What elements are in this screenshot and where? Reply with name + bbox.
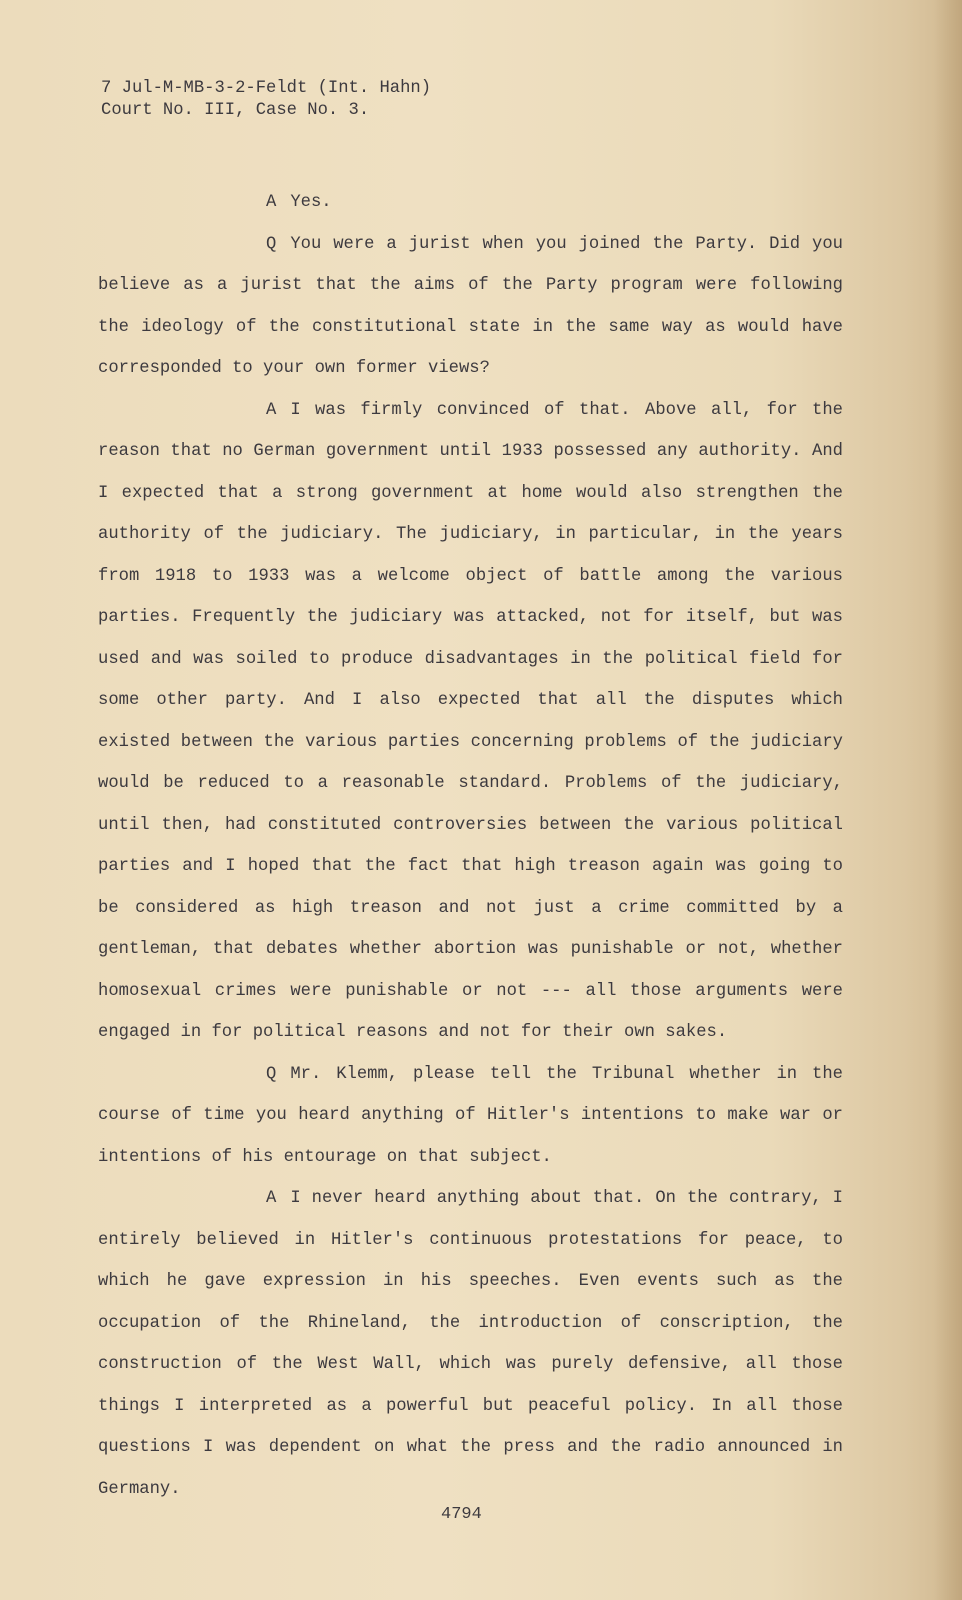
- paragraph-text: I never heard anything about that. On the contrary, I entirely believed in Hitler's continuous protestations for peace, to which he gave expression in his speeches. Even events such as the occupation of the Rhineland, the introduction of conscription, the construction of the West Wall, which was purely defensive, all those things I interpreted as a powerful but peaceful policy. In all those questions I was dependent on what the press and the radio announced in Germany.: [98, 1189, 843, 1499]
- paragraph-text: Mr. Klemm, please tell the Tribunal whether in the course of time you heard anything of Hitler's intentions to make war or intentions of his entourage on that subject.: [98, 1064, 843, 1167]
- page-edge-shadow: [934, 0, 962, 1600]
- speaker-label: Q: [266, 234, 277, 254]
- testimony-body: [98, 182, 843, 1510]
- paragraph-text: Yes.: [290, 193, 332, 212]
- testimony-paragraph: [98, 1178, 843, 1510]
- speaker-label: Q: [266, 1064, 277, 1084]
- testimony-paragraph: [98, 224, 843, 390]
- paragraph-text: You were a jurist when you joined the Party. Did you believe as a jurist that the aims of the Party program were following the ideology of the constitutional state in the same way as would have corresponded to your own former views?: [98, 234, 843, 378]
- speaker-label: A: [266, 1189, 277, 1208]
- document-header: [101, 78, 431, 122]
- testimony-paragraph: [98, 1054, 843, 1179]
- speaker-label: A: [266, 193, 277, 212]
- page-number: 4794: [441, 1505, 482, 1524]
- paragraph-text: I was firmly convinced of that. Above all, for the reason that no German government until 1933 possessed any authority. And I expected that a strong government at home would also strengthen the authority of the judiciary. The judiciary, in particular, in the years from 1918 to 1933 was a welcome object of battle among the various parties. Frequently the judiciary was attacked, not for itself, but was used and was soiled to produce disadvantages in the political field for some other party. And I also expected that all the disputes which existed between the various parties concerning problems of the judiciary would be reduced to a reasonable standard. Problems of the judiciary, until then, had constituted controversies between the various political parties and I hoped that the fact that high treason again was going to be considered as high treason and not just a crime committed by a gentleman, that debates whether abortion was punishable or not, whether homosexual crimes were punishable or not --- all those arguments were engaged in for political reasons and not for their own sakes.: [98, 400, 843, 1042]
- testimony-paragraph: [98, 182, 843, 224]
- header-reference: 7 Jul-M-MB-3-2-Feldt (Int. Hahn): [101, 79, 432, 98]
- header-court-case: Court No. III, Case No. 3.: [101, 101, 370, 120]
- testimony-paragraph: [98, 390, 843, 1054]
- speaker-label: A: [266, 400, 277, 420]
